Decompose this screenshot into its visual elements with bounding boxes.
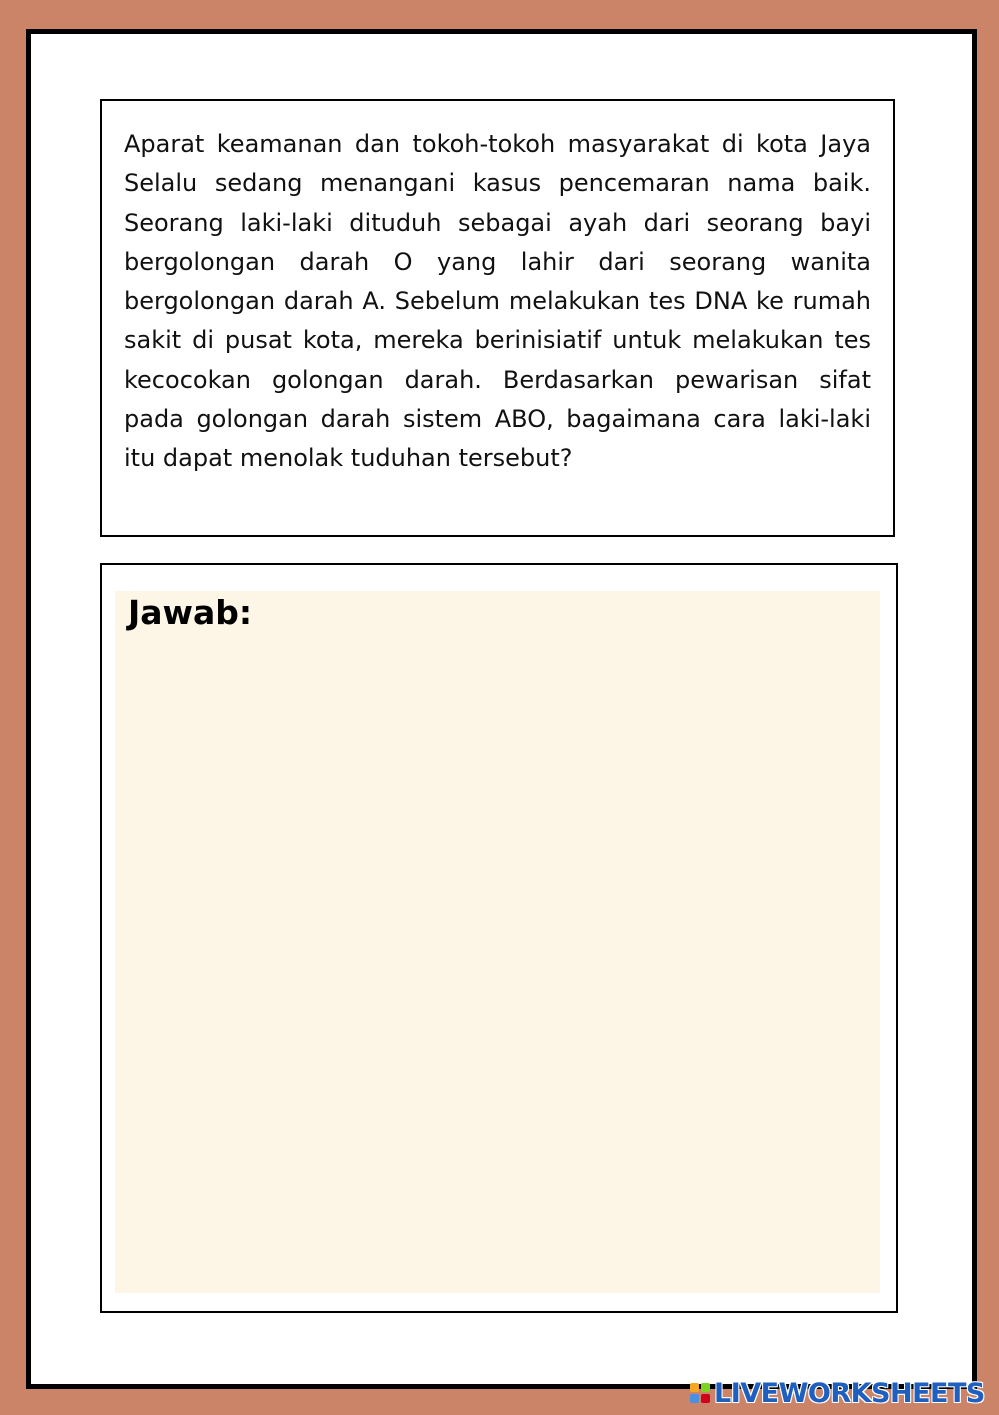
watermark [690,1378,985,1408]
answer-input-area[interactable] [115,591,880,1293]
question-box [100,99,895,537]
answer-box [100,563,898,1313]
question-text: Aparat keamanan dan tokoh-tokoh masyarakat di kota Jaya Selalu sedang menangani kasus pencemaran nama baik. Seorang laki-laki dituduh sebagai ayah dari seorang bayi bergolongan darah O yang lahir dari seorang wanita bergolongan darah A. Sebelum melakukan tes DNA ke rumah sakit di pusat kota, mereka berinisiatif untuk melakukan tes kecocokan golongan darah. Berdasarkan pewarisan sifat pada golongan darah sistem ABO, bagaimana cara laki-laki itu dapat menolak tuduhan tersebut? [124,130,871,473]
answer-label: Jawab: [128,593,253,632]
watermark-text: LIVEWORKSHEETS [714,1377,985,1409]
liveworksheets-logo-icon [690,1383,710,1403]
